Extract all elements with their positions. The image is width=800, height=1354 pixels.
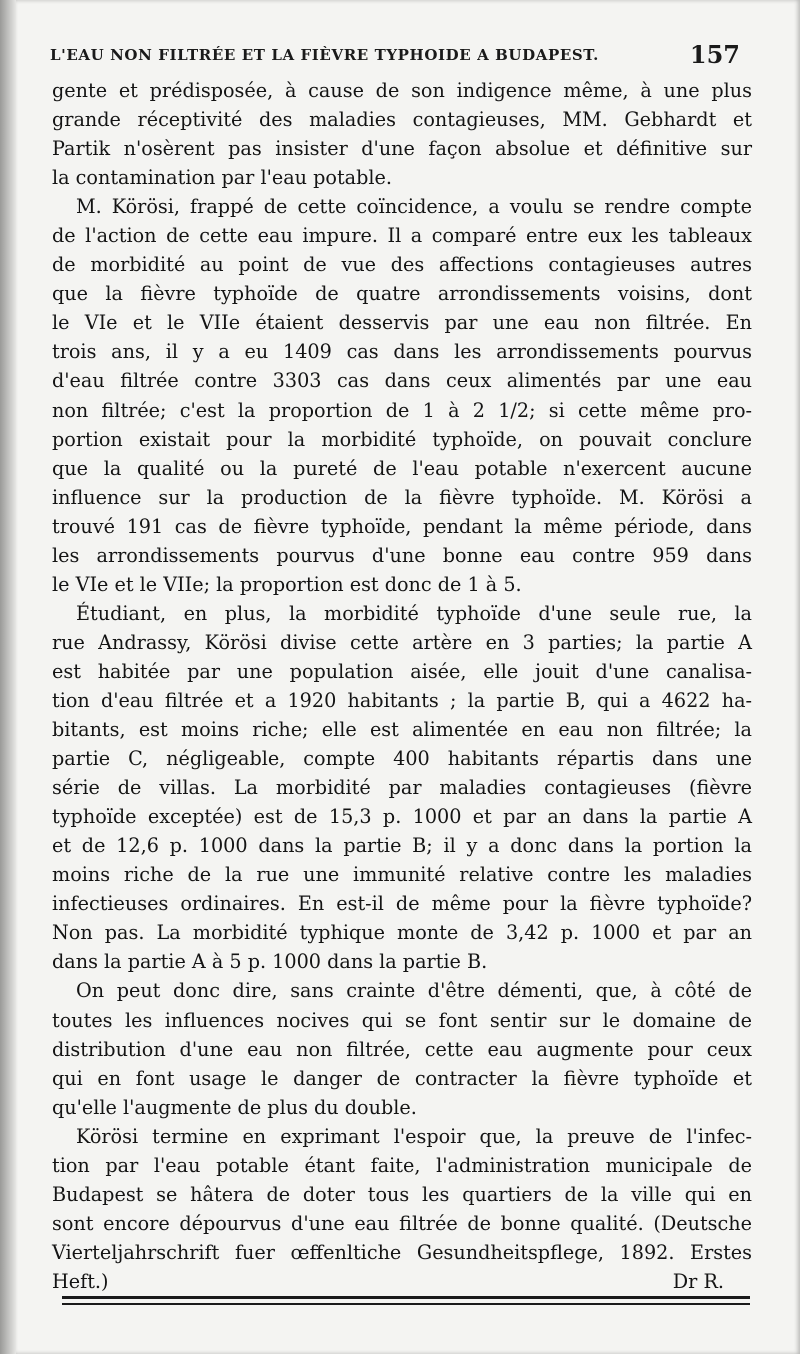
text-line: trois ans, il y a eu 1409 cas dans les arrondissements pourvus: [52, 340, 752, 364]
paragraph: [52, 76, 752, 192]
closing-rule-thick: [62, 1296, 750, 1299]
text-line: Partik n'osèrent pas insister d'une façon absolue et définitive sur: [52, 137, 752, 161]
text-line: gente et prédisposée, à cause de son indigence même, à une plus: [52, 79, 752, 102]
text-line: Vierteljahrschrift fuer œffenltiche Gesundheitspflege, 1892. Erstes: [52, 1240, 752, 1264]
text-line: tion d'eau filtrée et a 1920 habitants ; la partie B, qui a 4622 ha-: [52, 688, 752, 712]
text-line: portion existait pour la morbidité typhoïde, on pouvait conclure: [52, 427, 752, 451]
text-line: série de villas. La morbidité par maladies contagieuses (fièvre: [52, 776, 752, 800]
text-line: grande réceptivité des maladies contagieuses, MM. Gebhardt et: [52, 108, 752, 132]
article-body: [52, 76, 752, 1296]
text-line: moins riche de la rue une immunité relative contre les maladies: [52, 863, 752, 887]
text-line: Körösi termine en exprimant l'espoir que, la preuve de l'infec-: [76, 1124, 752, 1148]
text-line: typhoïde exceptée) est de 15,3 p. 1000 et par an dans la partie A: [52, 805, 752, 829]
paragraph: [52, 192, 752, 599]
paragraph: [52, 599, 752, 977]
text-line: le VIe et le VIIe étaient desservis par une eau non filtrée. En: [52, 311, 752, 335]
text-line: bitants, est moins riche; elle est alimentée en eau non filtrée; la: [52, 718, 752, 742]
text-line: la contamination par l'eau potable.: [52, 166, 392, 190]
text-line: le VIe et le VIIe; la proportion est donc de 1 à 5.: [52, 572, 522, 596]
text-line: Non pas. La morbidité typhique monte de 3,42 p. 1000 et par an: [52, 921, 752, 945]
text-line: et de 12,6 p. 1000 dans la partie B; il y a donc dans la portion la: [52, 834, 752, 858]
closing-rule-thin: [62, 1303, 750, 1305]
text-line: partie C, négligeable, compte 400 habitants répartis dans une: [52, 747, 752, 771]
page-number: 157: [689, 40, 740, 69]
text-line: d'eau filtrée contre 3303 cas dans ceux alimentés par une eau: [52, 369, 752, 393]
text-line: dans la partie A à 5 p. 1000 dans la partie B.: [52, 950, 488, 974]
text-line: de morbidité au point de vue des affections contagieuses autres: [52, 253, 752, 277]
text-line: trouvé 191 cas de fièvre typhoïde, pendant la même période, dans: [52, 514, 752, 538]
text-line: qui en font usage le danger de contracter la fièvre typhoïde et: [52, 1066, 752, 1090]
text-line: Étudiant, en plus, la morbidité typhoïde d'une seule rue, la: [76, 601, 752, 625]
text-line: M. Körösi, frappé de cette coïncidence, a voulu se rendre compte: [76, 195, 752, 219]
text-line: que la qualité ou la pureté de l'eau potable n'exercent aucune: [52, 456, 752, 480]
text-line: influence sur la production de la fièvre typhoïde. M. Körösi a: [52, 485, 752, 509]
text-line: toutes les influences nocives qui se font sentir sur le domaine de: [52, 1008, 752, 1032]
text-line: non filtrée; c'est la proportion de 1 à 2 1/2; si cette même pro-: [52, 398, 752, 422]
page-header: [50, 40, 740, 74]
author-initials: Dr R.: [672, 1269, 724, 1293]
paragraph: [52, 976, 752, 1121]
text-line: les arrondissements pourvus d'une bonne eau contre 959 dans: [52, 543, 752, 567]
running-title: L'EAU NON FILTRÉE ET LA FIÈVRE TYPHOIDE A BUDAPEST.: [50, 46, 599, 64]
text-line: qu'elle l'augmente de plus du double.: [52, 1095, 417, 1119]
text-line: sont encore dépourvus d'une eau filtrée de bonne qualité. (Deutsche: [52, 1211, 752, 1235]
text-line: Budapest se hâtera de doter tous les quartiers de la ville qui en: [52, 1182, 752, 1206]
text-line: rue Andrassy, Körösi divise cette artère en 3 parties; la partie A: [52, 630, 752, 654]
text-line: infectieuses ordinaires. En est-il de même pour la fièvre typhoïde?: [52, 892, 752, 916]
text-line: On peut donc dire, sans crainte d'être démenti, que, à côté de: [76, 979, 752, 1003]
text-line: distribution d'une eau non filtrée, cette eau augmente pour ceux: [52, 1037, 752, 1061]
citation-end: Heft.): [52, 1269, 109, 1293]
page-gutter: [0, 0, 16, 1354]
text-line: de l'action de cette eau impure. Il a comparé entre eux les tableaux: [52, 224, 752, 248]
text-line: tion par l'eau potable étant faite, l'administration municipale de: [52, 1153, 752, 1177]
paragraph: [52, 1122, 752, 1293]
text-line: que la fièvre typhoïde de quatre arrondissements voisins, dont: [52, 282, 752, 306]
text-line: est habitée par une population aisée, elle jouit d'une canalisa-: [52, 659, 752, 683]
